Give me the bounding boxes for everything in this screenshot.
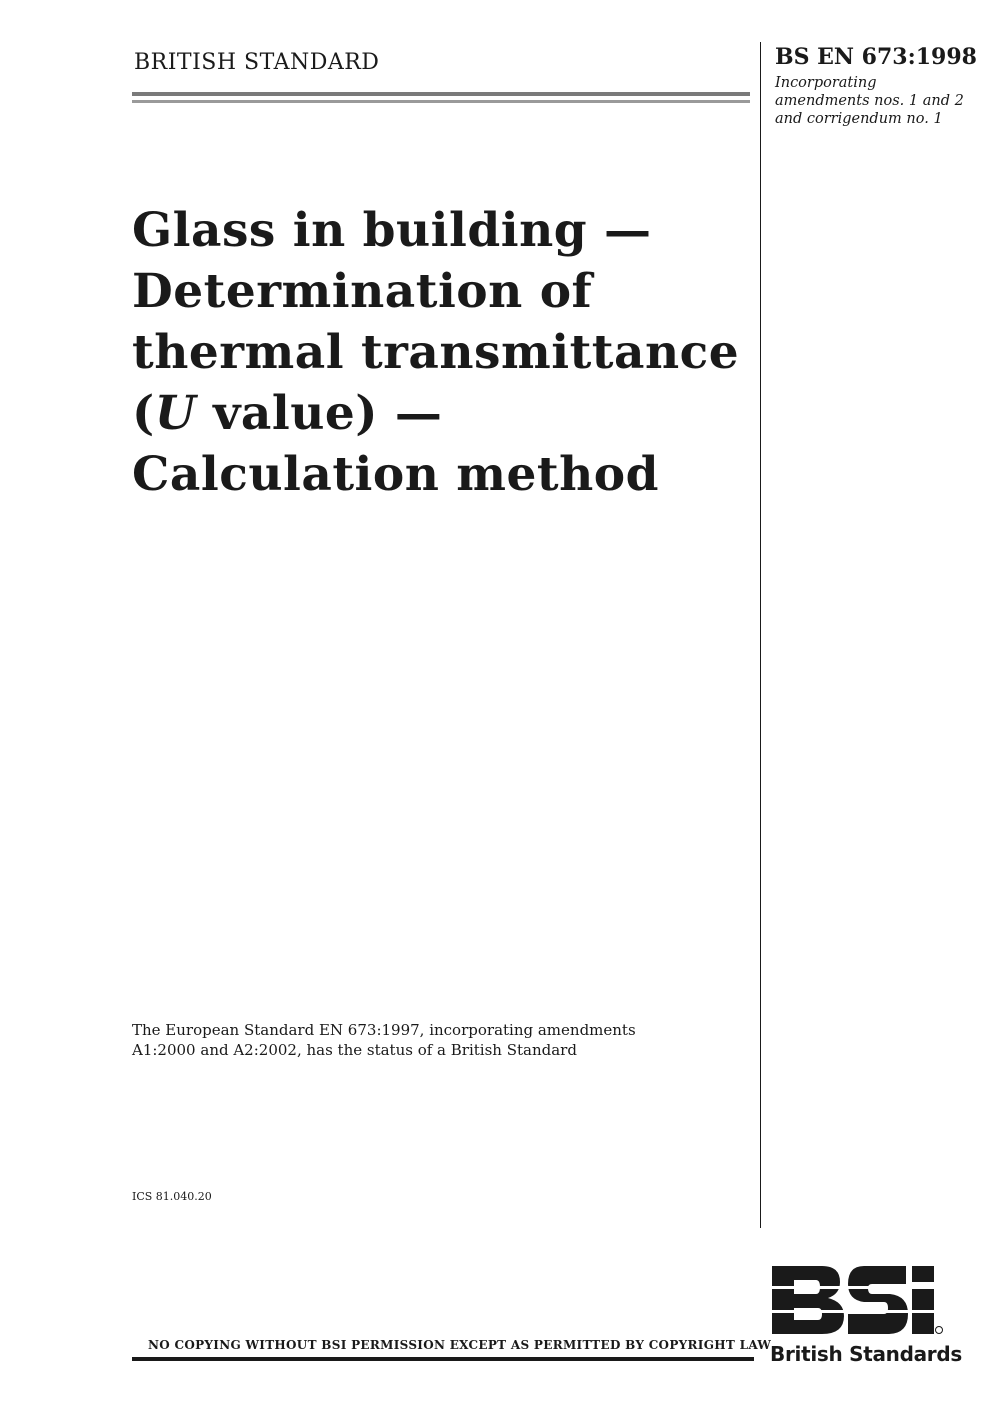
title-line-2: Determination of bbox=[132, 264, 593, 319]
ics-code: ICS 81.040.20 bbox=[132, 1190, 212, 1203]
title-line-3: thermal transmittance bbox=[132, 325, 740, 380]
footer-rule bbox=[132, 1357, 754, 1361]
header-label: BRITISH STANDARD bbox=[134, 50, 380, 75]
title-open-paren: ( bbox=[132, 386, 155, 441]
title-line-4-rest: value) — bbox=[196, 386, 443, 441]
copyright-notice: NO COPYING WITHOUT BSI PERMISSION EXCEPT AS PERMITTED BY COPYRIGHT LAW bbox=[148, 1338, 772, 1352]
bsi-logo bbox=[766, 1262, 962, 1372]
title-line-5: Calculation method bbox=[132, 447, 659, 502]
status-statement bbox=[132, 1020, 732, 1060]
document-title bbox=[132, 200, 752, 505]
logo-subtitle: British Standards bbox=[770, 1342, 962, 1366]
status-line-2: A1:2000 and A2:2002, has the status of a British Standard bbox=[132, 1041, 577, 1059]
amendment-note: Incorporating amendments nos. 1 and 2 and corrigendum no. 1 bbox=[775, 75, 964, 127]
bsi-logo-mark-icon bbox=[766, 1262, 944, 1342]
header-rule-thick bbox=[132, 92, 750, 96]
standard-number: BS EN 673:1998 bbox=[775, 44, 977, 70]
vertical-divider bbox=[760, 42, 761, 1228]
title-line-4 bbox=[132, 383, 752, 444]
title-u-symbol: U bbox=[154, 386, 197, 441]
status-line-1: The European Standard EN 673:1997, incorporating amendments bbox=[132, 1021, 636, 1039]
header-rule-thin bbox=[132, 100, 750, 103]
title-line-1: Glass in building — bbox=[132, 203, 652, 258]
